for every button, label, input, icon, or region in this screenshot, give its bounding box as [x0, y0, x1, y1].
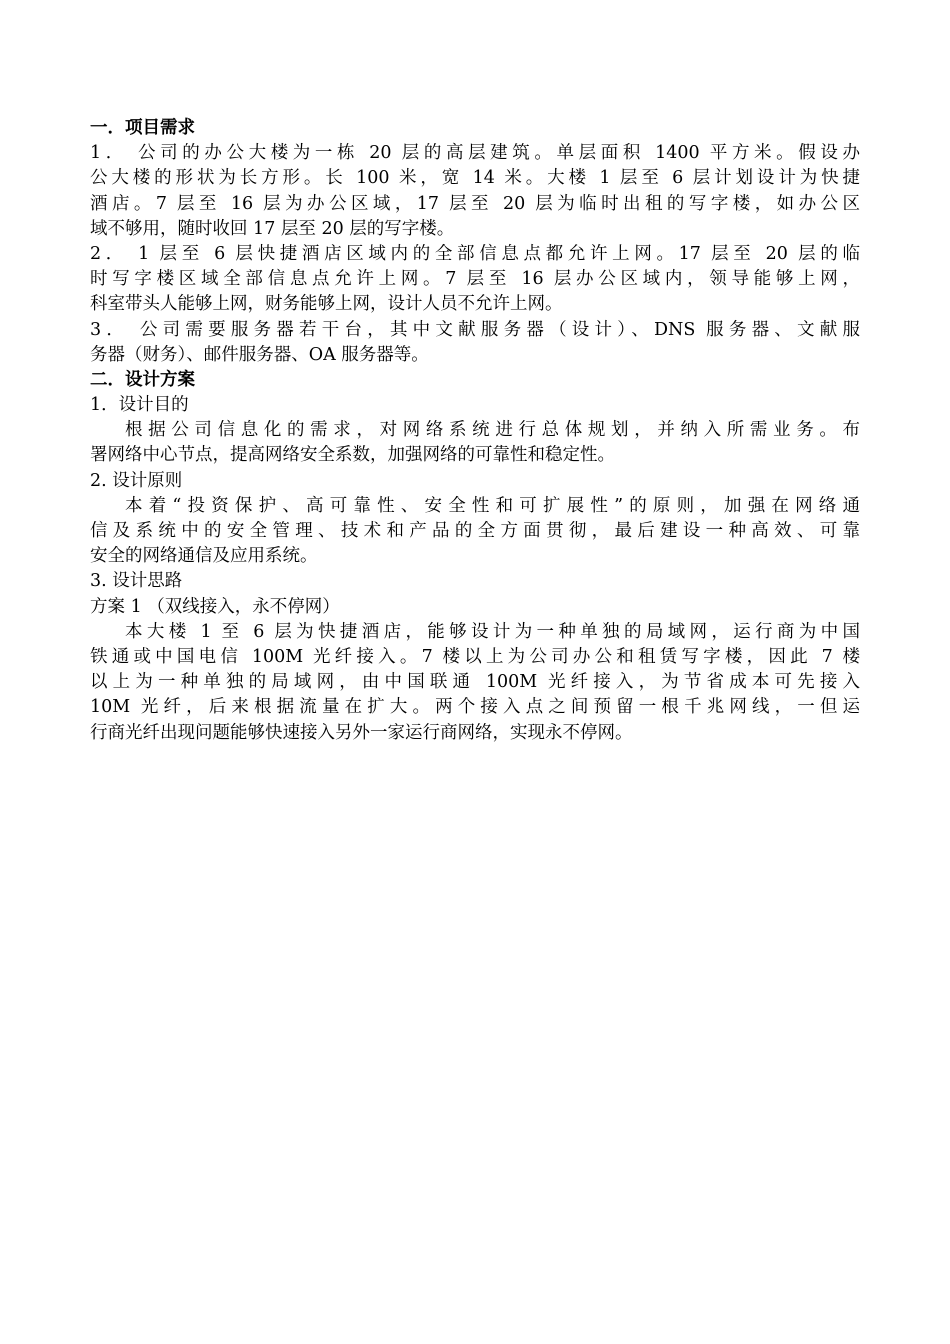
plan-1-line-2: 铁通或中国电信 100M 光纤接入。7 楼以上为公司办公和租赁写字楼，因此 7 楼 — [90, 646, 860, 667]
requirement-2-line-3: 科室带头人能够上网，财务能够上网，设计人员不允许上网。 — [90, 294, 563, 315]
plan-1-line-3: 以上为一种单独的局域网，由中国联通 100M 光纤接入，为节省成本可先接入 — [90, 672, 860, 693]
plan-1-line-4: 10M 光纤，后来根据流量在扩大。两个接入点之间预留一根千兆网线，一但运 — [90, 697, 860, 718]
subheading-design-principle: 2. 设计原则 — [90, 470, 183, 491]
plan-1-title: 方案 1 （双线接入，永不停网） — [90, 596, 340, 617]
design-principle-line-1: 本着“投资保护、高可靠性、安全性和可扩展性”的原则，加强在网络通 — [125, 495, 860, 516]
subheading-design-idea: 3. 设计思路 — [90, 571, 183, 592]
design-principle-line-2: 信及系统中的安全管理、技术和产品的全方面贯彻，最后建设一种高效、可靠 — [90, 521, 860, 541]
requirement-1-line-1: 1． 公司的办公大楼为一栋 20 层的高层建筑。单层面积 1400 平方米。假设办 — [90, 143, 860, 164]
requirement-1-line-3: 酒店。7 层至 16 层为办公区域，17 层至 20 层为临时出租的写字楼，如办公区 — [90, 193, 860, 214]
design-goal-line-2: 署网络中心节点，提高网络安全系数，加强网络的可靠性和稳定性。 — [90, 445, 615, 466]
document-page — [90, 116, 860, 746]
requirement-1-line-2: 公大楼的形状为长方形。长 100 米，宽 14 米。大楼 1 层至 6 层计划设计为快捷 — [90, 168, 860, 189]
requirement-2-line-2: 时写字楼区域全部信息点允许上网。7 层至 16 层办公区域内，领导能够上网， — [90, 269, 860, 290]
requirement-1-line-4: 域不够用，随时收回 17 层至 20 层的写字楼。 — [90, 218, 455, 239]
requirement-3-line-1: 3． 公司需要服务器若干台，其中文献服务器（设计）、DNS 服务器、文献服 — [90, 319, 860, 340]
requirement-2-line-1: 2． 1 层至 6 层快捷酒店区域内的全部信息点都允许上网。17 层至 20 层的临 — [90, 243, 860, 264]
plan-1-line-5: 行商光纤出现问题能够快速接入另外一家运行商网络，实现永不停网。 — [90, 722, 633, 743]
section-heading-requirements: 一．项目需求 — [90, 118, 195, 138]
subheading-design-goal: 1．设计目的 — [90, 395, 189, 416]
plan-1-line-1: 本大楼 1 至 6 层为快捷酒店，能够设计为一种单独的局域网，运行商为中国 — [125, 621, 860, 642]
section-heading-design: 二．设计方案 — [90, 369, 195, 390]
design-goal-line-1: 根据公司信息化的需求，对网络系统进行总体规划，并纳入所需业务。布 — [125, 420, 860, 441]
design-principle-line-3: 安全的网络通信及应用系统。 — [90, 546, 318, 567]
requirement-3-line-2: 务器（财务）、邮件服务器、OA 服务器等。 — [90, 344, 429, 365]
